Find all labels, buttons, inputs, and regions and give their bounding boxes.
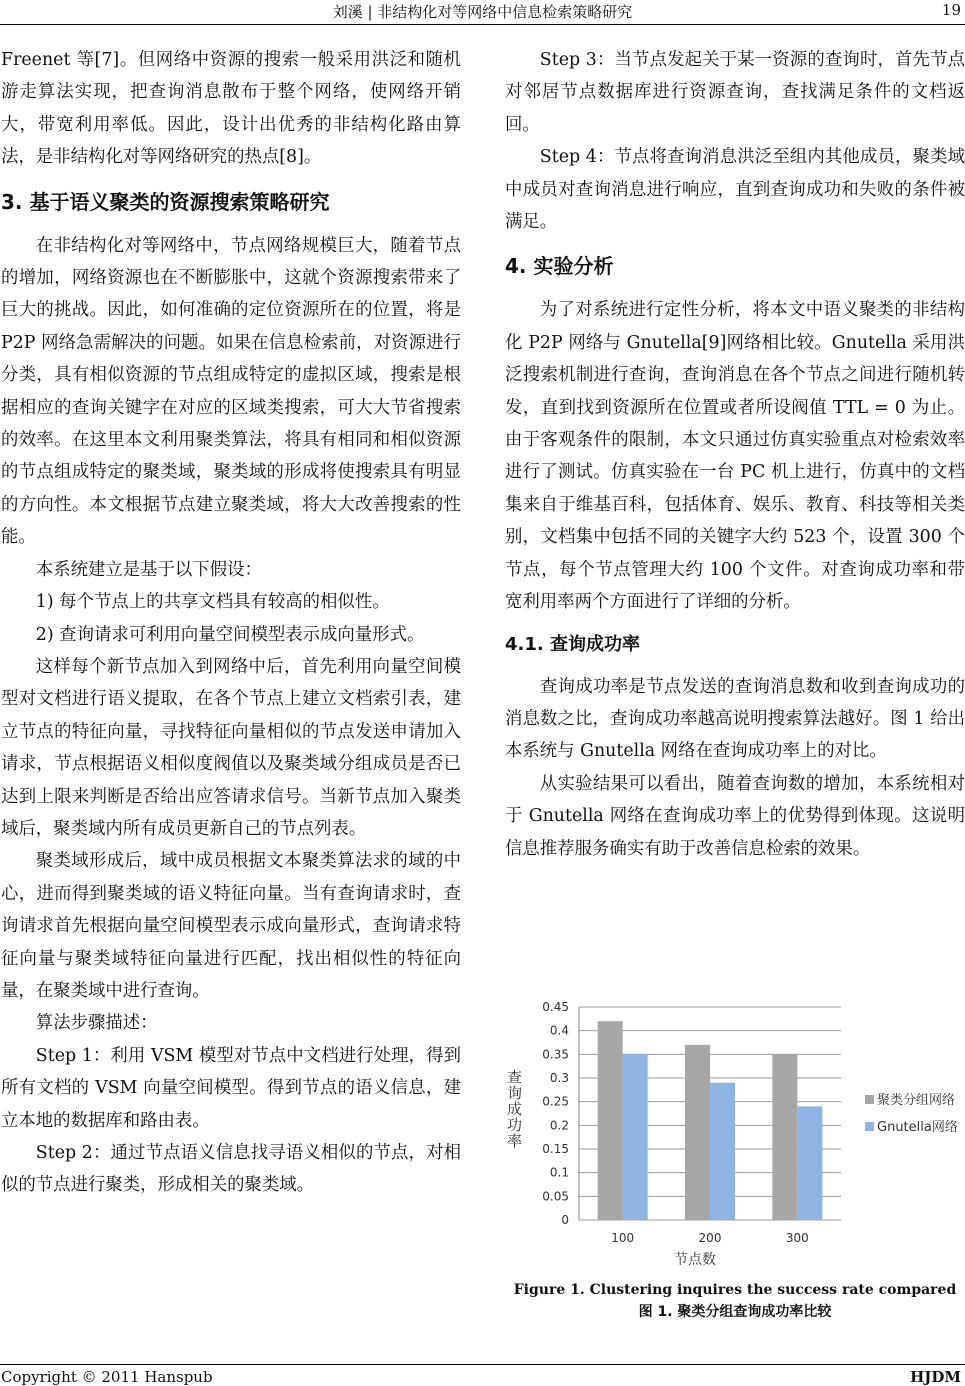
- y-tick-label: 0.45: [542, 1000, 569, 1014]
- bar-gnutella: [710, 1083, 735, 1220]
- legend-swatch: [865, 1122, 874, 1131]
- page-number: 19: [941, 1, 961, 19]
- list-item: 1) 每个节点上的共享文档具有较高的相似性。: [35, 592, 390, 613]
- header-title: 刘溪 | 非结构化对等网络中信息检索策略研究: [332, 3, 633, 21]
- bar-cluster: [772, 1054, 797, 1220]
- left-column: [1, 44, 461, 1202]
- paragraph: Step 3：当节点发起关于某一资源的查询时，首先节点对邻居节点数据库进行资源查询，查找满足条件的文档返回。: [505, 50, 965, 135]
- legend-swatch: [865, 1095, 874, 1104]
- paragraph: Step 2：通过节点语义信息找寻语义相似的节点，对相似的节点进行聚类，形成相关的聚类域。: [1, 1143, 461, 1196]
- legend-label: 聚类分组网络: [877, 1093, 956, 1108]
- copyright: Copyright © 2011 Hanspub: [1, 1368, 213, 1386]
- paragraph: 聚类域形成后，域中成员根据文本聚类算法求的域的中心，进而得到聚类域的语义特征向量。当有查询请求时，查询请求首先根据向量空间模型表示成向量形式，查询请求特征向量与聚类域特征向量进行匹配，找出相似性的特征向量，在聚类域中进行查询。: [1, 851, 461, 1001]
- subsection-heading: 4.1. 查询成功率: [505, 633, 640, 655]
- paragraph: 算法步骤描述：: [35, 1013, 158, 1034]
- footer: [0, 1364, 965, 1386]
- figure-caption-zh: 图 1. 聚类分组查询成功率比较: [638, 1304, 832, 1320]
- right-column: [505, 44, 965, 865]
- y-tick-label: 0.35: [542, 1047, 569, 1062]
- y-tick-label: 0: [561, 1213, 569, 1227]
- y-tick-label: 0.3: [549, 1071, 569, 1085]
- y-tick-label: 0.05: [542, 1189, 569, 1204]
- paragraph: 在非结构化对等网络中，节点网络规模巨大，随着节点的增加，网络资源也在不断膨胀中，这就个资源搜索带来了巨大的挑战。因此，如何准确的定位资源所在的位置，将是 P2P 网络急需解决的问题。如果在信息检索前，对资源进行分类，具有相似资源的节点组成特定的虚拟区域，搜索是根据相应的查询关键字在对应的区域类搜索，可大大节省搜索的效率。在这里本文利用聚类算法，将具有相同和相似资源的节点组成特定的聚类域，聚类域的形成将使搜索具有明显的方向性。本文根据节点建立聚类域，将大大改善搜索的性能。: [1, 235, 461, 548]
- journal-name: HJDM: [910, 1368, 961, 1386]
- y-tick-label: 0.15: [542, 1142, 569, 1156]
- figure-caption-en: Figure 1. Clustering inquires the success rate compared: [513, 1282, 957, 1298]
- x-tick-label: 200: [698, 1231, 722, 1245]
- paragraph: 为了对系统进行定性分析，将本文中语义聚类的非结构化 P2P 网络与 Gnutella[9]网络相比较。Gnutella 采用洪泛搜索机制进行查询，查询消息在各个节点之间进行随机转发，直到找到资源所在位置或者所设阀值 TTL = 0 为止。由于客观条件的限制，本文只通过仿真实验重点对检索效率进行了测试。仿真实验在一台 PC 机上进行，仿真中的文档集来自于维基百科，包括体育、娱乐、教育、科技等相关类别，文档集中包括不同的关键字大约 523 个，设置 300 个节点，每个节点管理大约 100 个文件。对查询成功率和带宽利用率两个方面进行了详细的分析。: [505, 300, 965, 613]
- bar-gnutella: [797, 1106, 822, 1220]
- paragraph: Step 4：节点将查询消息洪泛至组内其他成员，聚类域中成员对查询消息进行响应，直到查询成功和失败的条件被满足。: [505, 147, 965, 233]
- legend-label: Gnutella网络: [877, 1120, 958, 1135]
- bar-gnutella: [623, 1054, 648, 1220]
- section-heading: 3. 基于语义聚类的资源搜索策略研究: [1, 189, 330, 214]
- y-tick-label: 0.1: [549, 1165, 569, 1180]
- section-heading: 4. 实验分析: [505, 254, 614, 279]
- bar-cluster: [598, 1021, 623, 1220]
- y-tick-label: 0.2: [549, 1118, 569, 1133]
- paragraph: Freenet 等[7]。但网络中资源的搜索一般采用洪泛和随机游走算法实现，把查询消息散布于整个网络，使网络开销大，带宽利用率低。因此，设计出优秀的非结构化路由算法，是非结构化对等网络研究的热点[8]。: [1, 50, 461, 168]
- y-tick-label: 0.25: [542, 1094, 569, 1109]
- y-tick-label: 0.4: [549, 1023, 569, 1038]
- list-item: 2) 查询请求可利用向量空间模型表示成向量形式。: [35, 624, 425, 645]
- running-header: [0, 0, 965, 25]
- bar-cluster: [685, 1045, 710, 1220]
- x-tick-label: 300: [785, 1231, 809, 1245]
- y-axis-label: 查询成功率: [507, 1068, 523, 1150]
- paragraph: 从实验结果可以看出，随着查询数的增加，本系统相对于 Gnutella 网络在查询成功率上的优势得到体现。这说明信息推荐服务确实有助于改善信息检索的效果。: [505, 773, 965, 859]
- x-tick-label: 100: [611, 1231, 635, 1245]
- paragraph: Step 1：利用 VSM 模型对节点中文档进行处理，得到所有文档的 VSM 向量空间模型。得到节点的语义信息，建立本地的数据库和路由表。: [1, 1045, 461, 1131]
- bar-chart: [505, 992, 965, 1282]
- paragraph: 查询成功率是节点发送的查询消息数和收到查询成功的消息数之比，查询成功率越高说明搜索算法越好。图 1 给出本系统与 Gnutella 网络在查询成功率上的对比。: [505, 676, 965, 762]
- paragraph: 本系统建立是基于以下假设：: [35, 559, 262, 580]
- paragraph: 这样每个新节点加入到网络中后，首先利用向量空间模型对文档进行语义提取，在各个节点上建立文档索引表，建立节点的特征向量，寻找特征向量相似的节点发送申请加入请求，节点根据语义相似度阀值以及聚类域分组成员是否已达到上限来判断是否给出应答请求信号。当新节点加入聚类域后，聚类域内所有成员更新自己的节点列表。: [1, 656, 461, 839]
- x-axis-label: 节点数: [674, 1252, 716, 1268]
